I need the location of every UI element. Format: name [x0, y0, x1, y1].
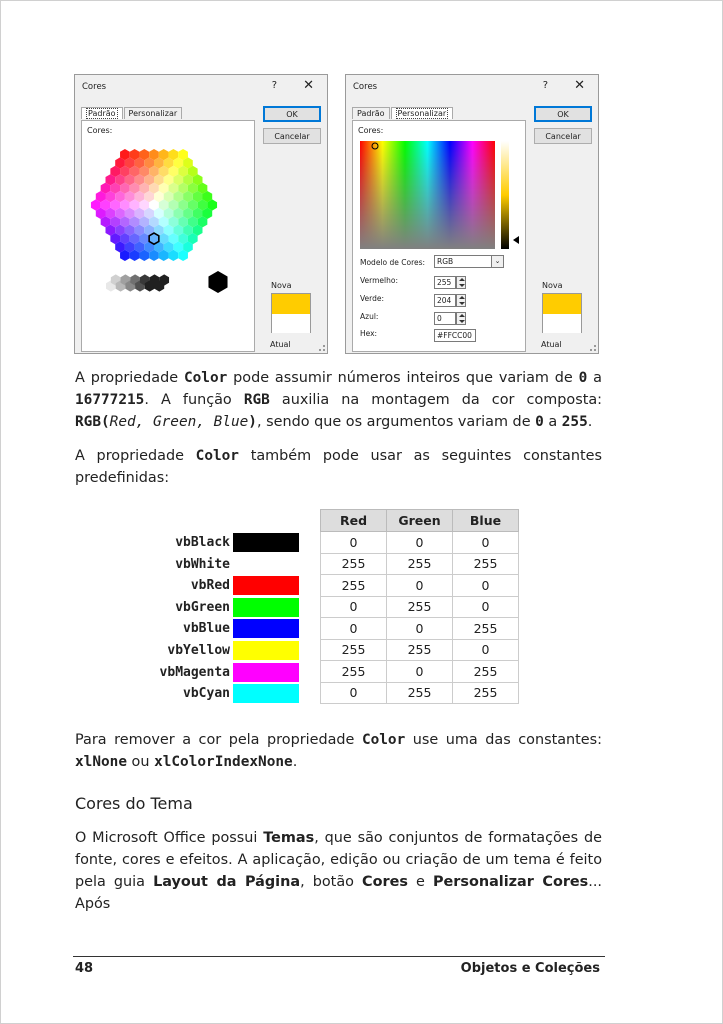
dialog-tabs: [352, 107, 454, 119]
help-icon[interactable]: ?: [542, 80, 548, 91]
help-icon[interactable]: ?: [271, 80, 277, 91]
red-spinner[interactable]: [456, 276, 466, 289]
table-cell: 255: [387, 639, 453, 661]
color-model-select[interactable]: RGB: [434, 255, 504, 268]
standard-colors-panel: [81, 120, 255, 352]
table-cell: 255: [387, 553, 453, 575]
table-cell: 255: [453, 682, 519, 704]
section-heading: Cores do Tema: [75, 794, 193, 813]
constant-row: [141, 597, 299, 618]
paragraph-remove-color: Para remover a cor pela propriedade Color use uma das constantes: xlNone ou xlColorIndexNone.: [75, 732, 603, 770]
color-preview: [542, 293, 582, 333]
green-label: Verde:: [360, 294, 385, 303]
constant-name: vbYellow: [167, 643, 230, 658]
new-color-swatch: [543, 294, 581, 314]
constant-name: vbBlack: [175, 535, 230, 550]
crosshair-icon[interactable]: [370, 141, 380, 151]
new-color-swatch: [272, 294, 310, 314]
table-row: [321, 553, 519, 575]
tab-personalizar[interactable]: Personalizar: [391, 107, 454, 119]
ok-button[interactable]: OK: [263, 106, 321, 122]
header-blue: Blue: [453, 510, 519, 532]
table-cell: 255: [453, 661, 519, 683]
constant-name: vbMagenta: [159, 664, 230, 680]
table-cell: 0: [387, 618, 453, 640]
cancel-button[interactable]: Cancelar: [263, 128, 321, 144]
constant-name: vbCyan: [183, 686, 230, 702]
rgb-values-table: [320, 509, 519, 704]
nova-label: Nova: [542, 281, 563, 290]
dialog-title: Cores: [82, 82, 107, 92]
color-model-label: Modelo de Cores:: [360, 258, 426, 267]
table-row: [321, 639, 519, 661]
red-input[interactable]: 255: [434, 276, 456, 289]
chevron-down-icon[interactable]: ⌄: [491, 255, 504, 268]
dialog-tabs: [81, 107, 183, 119]
table-cell: 255: [321, 553, 387, 575]
table-cell: 0: [321, 596, 387, 618]
footer-divider: [73, 956, 605, 957]
custom-colors-panel: [352, 120, 526, 352]
constant-color-swatch: [233, 619, 299, 638]
chapter-title: Objetos e Coleções: [460, 961, 600, 976]
constant-name: vbWhite: [175, 556, 230, 572]
atual-label: Atual: [541, 340, 562, 349]
colors-dialog-standard: [74, 74, 328, 354]
table-cell: 0: [387, 532, 453, 554]
luminance-slider[interactable]: [501, 141, 509, 249]
red-label: Vermelho:: [360, 276, 398, 285]
tab-padrao[interactable]: Padrão: [81, 107, 123, 119]
nova-label: Nova: [271, 281, 292, 290]
cores-label: Cores:: [87, 126, 113, 135]
hexagon-color-picker[interactable]: [82, 135, 254, 345]
paragraph-constants-intro: A propriedade Color também pode usar as seguintes constantes predefinidas:: [75, 448, 602, 486]
color-preview: [271, 293, 311, 333]
table-cell: 255: [321, 639, 387, 661]
constant-row: [141, 554, 299, 575]
constant-color-swatch: [233, 684, 299, 703]
current-color-swatch: [543, 314, 581, 333]
hex-input[interactable]: #FFCC00: [434, 329, 476, 342]
table-cell: 255: [321, 575, 387, 597]
current-color-swatch: [272, 314, 310, 333]
table-cell: 255: [453, 553, 519, 575]
table-row: [321, 618, 519, 640]
hex-label: Hex:: [360, 329, 378, 338]
table-cell: 0: [321, 618, 387, 640]
constant-name: vbRed: [190, 578, 230, 594]
black-hexagon[interactable]: [208, 271, 227, 293]
table-cell: 255: [387, 682, 453, 704]
cancel-button[interactable]: Cancelar: [534, 128, 592, 144]
blue-label: Azul:: [360, 312, 379, 321]
table-cell: 0: [321, 682, 387, 704]
constant-row: [141, 618, 299, 639]
table-cell: 255: [453, 618, 519, 640]
ok-button[interactable]: OK: [534, 106, 592, 122]
green-input[interactable]: 204: [434, 294, 456, 307]
page-number: 48: [75, 961, 94, 976]
constant-name: vbGreen: [175, 599, 230, 615]
tab-personalizar[interactable]: Personalizar: [124, 107, 183, 119]
header-green: Green: [387, 510, 453, 532]
dialog-title: Cores: [353, 82, 378, 92]
colors-dialog-custom: [345, 74, 599, 354]
table-row: [321, 682, 519, 704]
constant-row: [141, 575, 299, 596]
close-icon[interactable]: ✕: [574, 78, 585, 93]
constant-color-swatch: [233, 663, 299, 682]
table-cell: 0: [453, 596, 519, 618]
table-cell: 255: [321, 661, 387, 683]
constant-row: [141, 662, 299, 683]
table-cell: 0: [387, 575, 453, 597]
tab-padrao[interactable]: Padrão: [352, 107, 390, 119]
luminance-arrow-icon[interactable]: [513, 236, 519, 244]
constant-row: [141, 640, 299, 661]
table-row: [321, 532, 519, 554]
resize-grip-icon[interactable]: [319, 345, 325, 351]
header-red: Red: [321, 510, 387, 532]
paragraph-themes: O Microsoft Office possui Temas, que são conjuntos de formatações de fonte, cores e efeitos. A aplicação, edição ou criação de um tema é feito pela guia Layout da Página, botão Cores e Personalizar Cores... Após: [75, 830, 602, 912]
constant-color-swatch: [233, 533, 299, 552]
blue-spinner[interactable]: [456, 312, 466, 325]
table-row: [321, 661, 519, 683]
table-row: [321, 575, 519, 597]
blue-input[interactable]: 0: [434, 312, 456, 325]
constant-color-swatch: [233, 641, 299, 660]
paragraph-color-property: A propriedade Color pode assumir números inteiros que variam de 0 a 16777215. A função RGB auxilia na montagem da cor composta: RGB(Red, Green, Blue), sendo que os argumentos variam de 0 a 255.: [75, 370, 603, 430]
table-cell: 0: [453, 639, 519, 661]
close-icon[interactable]: ✕: [303, 78, 314, 93]
constant-color-swatch: [233, 598, 299, 617]
constant-color-swatch: [233, 555, 299, 574]
constant-name: vbBlue: [183, 621, 230, 637]
color-spectrum[interactable]: [360, 141, 495, 249]
constant-color-swatch: [233, 576, 299, 595]
cores-label: Cores:: [358, 126, 384, 135]
atual-label: Atual: [270, 340, 291, 349]
table-cell: 255: [387, 596, 453, 618]
table-cell: 0: [321, 532, 387, 554]
table-cell: 0: [453, 532, 519, 554]
green-spinner[interactable]: [456, 294, 466, 307]
constant-row: [141, 532, 299, 553]
constant-row: [141, 683, 299, 704]
table-cell: 0: [387, 661, 453, 683]
table-header-row: [321, 510, 519, 532]
table-cell: 0: [453, 575, 519, 597]
table-row: [321, 596, 519, 618]
resize-grip-icon[interactable]: [590, 345, 596, 351]
